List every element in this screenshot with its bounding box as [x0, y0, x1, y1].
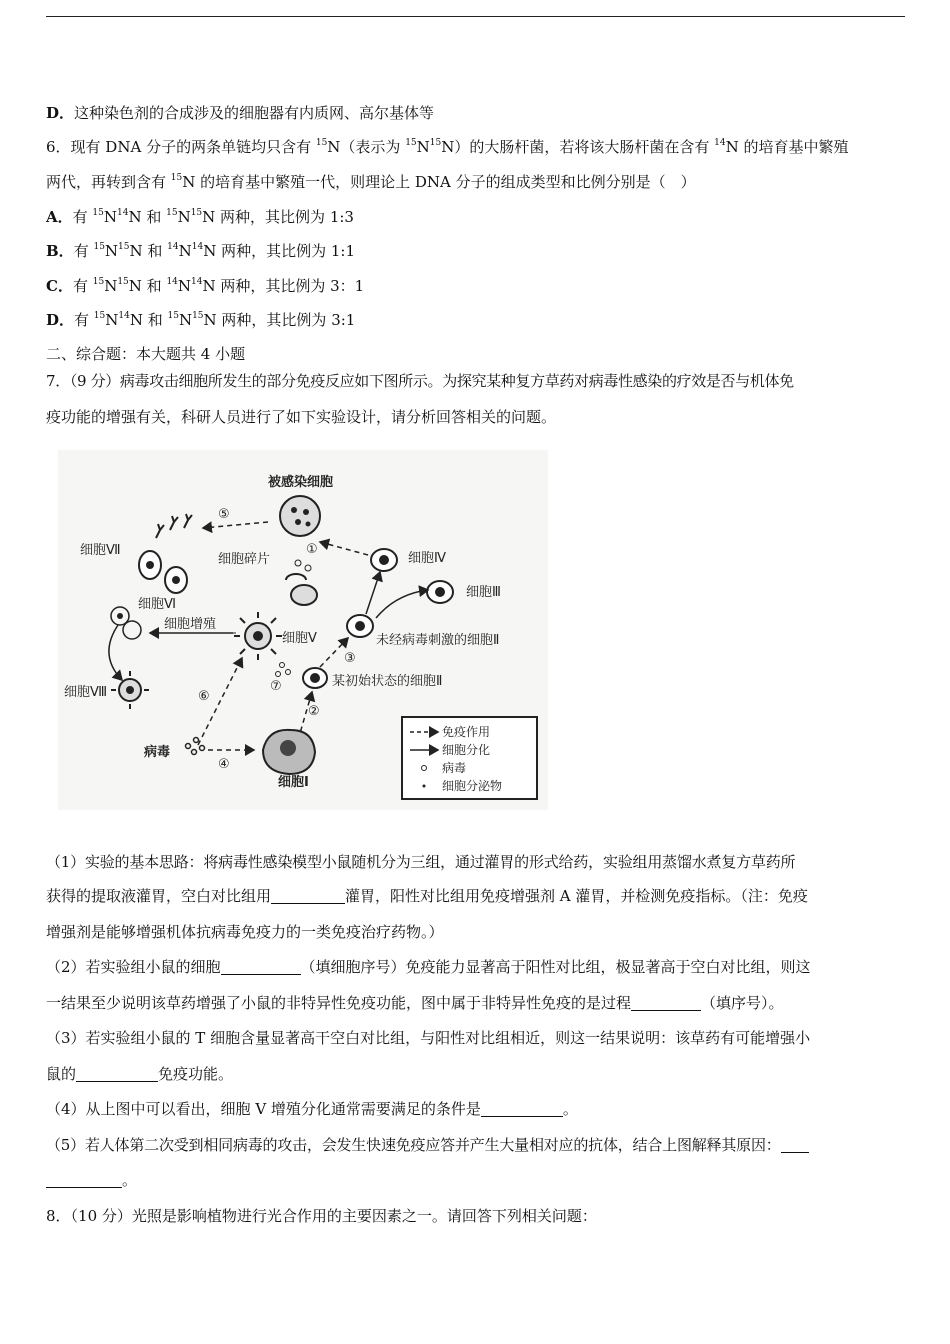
q6-option-c: C．有 $^{15}N^{15}N$ 和 $^{14}N^{14}N$ 两种，其比例为 3：1 [46, 277, 365, 295]
q7-sub3-line2: 鼠的 免疫功能。 [46, 1065, 234, 1083]
q7-sub2-line1: （2）若实验组小鼠的细胞 （填细胞序号）免疫能力显著高于阳性对比组，极显著高于空白对比组，则这 [46, 958, 811, 976]
answer-blank[interactable] [631, 996, 701, 1011]
q7-stem-line2: 疫功能的增强有关，科研人员进行了如下实验设计，请分析回答相关的问题。 [46, 408, 557, 426]
q6-option-d: D．有 $^{15}N^{14}N$ 和 $^{15}N^{15}N$ 两种，其比例为 3:1 [46, 311, 356, 329]
step-5: ⑤ [218, 507, 230, 522]
answer-blank[interactable] [76, 1067, 158, 1082]
label-unstimulated-cell-2: 未经病毒刺激的细胞Ⅱ [376, 633, 500, 648]
q7-sub1-line1: （1）实验的基本思路：将病毒性感染模型小鼠随机分为三组，通过灌胃的形式给药，实验组用蒸馏水煮复方草药所 [46, 853, 796, 871]
label-proliferation: 细胞增殖 [164, 617, 217, 632]
step-7: ⑦ [270, 679, 282, 694]
section-heading: 二、综合题：本大题共 4 小题 [46, 345, 246, 363]
answer-blank[interactable] [221, 960, 301, 975]
answer-blank[interactable] [481, 1102, 563, 1117]
q7-sub2-line2: 一结果至少说明该草药增强了小鼠的非特异性免疫功能，图中属于非特异性免疫的是过程 （填序号）。 [46, 994, 784, 1012]
legend-immune-action: 免疫作用 [442, 725, 491, 739]
label-cell-8: 细胞Ⅷ [64, 685, 108, 700]
label-virus: 病毒 [144, 745, 171, 760]
label-cell-1: 细胞Ⅰ [278, 775, 309, 790]
q7-sub5-line2: 。 [46, 1170, 137, 1190]
q5-option-d: D．这种染色剂的合成涉及的细胞器有内质网、高尔基体等 [46, 104, 435, 122]
q7-sub4: （4）从上图中可以看出，细胞 V 增殖分化通常需要满足的条件是 。 [46, 1100, 578, 1118]
q6-option-b: B．有 $^{15}N^{15}N$ 和 $^{14}N^{14}N$ 两种，其比例为 1:1 [46, 242, 356, 260]
q8-stem: 8．（10 分）光照是影响植物进行光合作用的主要因素之一。请回答下列相关问题： [46, 1207, 597, 1225]
legend-virus: 病毒 [442, 761, 467, 775]
q6-stem-line1: 6．现有 DNA 分子的两条单链均只含有 $^{15}$N（表示为 $^{15}N^{15}N$）的大肠杆菌，若将该大肠杆菌在含有 $^{14}$N 的培育基中繁殖 [46, 138, 849, 156]
legend-secretion: 细胞分泌物 [442, 779, 503, 793]
figure-legend [402, 717, 537, 799]
label-cell-5: 细胞Ⅴ [282, 631, 317, 646]
label-cell-6: 细胞Ⅵ [138, 597, 176, 612]
label-cell-fragments: 细胞碎片 [218, 552, 271, 567]
q6-option-a: A．有 $^{15}N^{14}N$ 和 $^{15}N^{15}N$ 两种，其比例为 1:3 [46, 208, 354, 226]
answer-blank[interactable] [271, 889, 345, 904]
label-infected-cell: 被感染细胞 [268, 475, 334, 490]
label-initial-cell-2: 某初始状态的细胞Ⅱ [332, 674, 443, 689]
label-cell-7: 细胞Ⅶ [80, 543, 121, 558]
cell-3-icon [427, 581, 453, 603]
q6-stem-line2: 两代，再转到含有 $^{15}$N 的培育基中繁殖一代，则理论上 DNA 分子的组成类型和比例分别是（ ） [46, 173, 696, 191]
cell-4-icon [371, 549, 397, 571]
immune-response-diagram [58, 450, 548, 810]
q7-sub5-line1: （5）若人体第二次受到相同病毒的攻击，会发生快速免疫应答并产生大量相对应的抗体，结合上图解释其原因： [46, 1135, 809, 1155]
step-4: ④ [218, 757, 230, 772]
q7-sub1-line2: 获得的提取液灌胃，空白对比组用 灌胃，阳性对比组用免疫增强剂 A 灌胃，并检测免疫指标。（注：免疫 [46, 887, 808, 905]
step-3: ③ [344, 651, 356, 666]
answer-blank[interactable] [781, 1138, 809, 1153]
step-1: ① [306, 542, 318, 557]
step-6: ⑥ [198, 689, 210, 704]
header-rule [46, 16, 905, 17]
q7-stem-line1: 7．（9 分）病毒攻击细胞所发生的部分免疫反应如下图所示。为探究某种复方草药对病毒性感染的疗效是否与机体免 [46, 372, 794, 390]
label-cell-3: 细胞Ⅲ [466, 585, 501, 600]
answer-blank[interactable] [46, 1173, 122, 1188]
label-cell-4: 细胞Ⅳ [408, 551, 446, 566]
initial-cell-2-icon [303, 668, 327, 688]
legend-differentiation: 细胞分化 [442, 743, 491, 757]
cell-1-icon [263, 730, 315, 774]
step-2: ② [308, 704, 320, 719]
q7-sub3-line1: （3）若实验组小鼠的 T 细胞含量显著高干空白对比组，与阳性对比组相近，则这一结果说明：该草药有可能增强小 [46, 1029, 811, 1047]
unstimulated-cell-2-icon [347, 615, 373, 637]
q7-sub1-line3: 增强剂是能够增强机体抗病毒免疫力的一类免疫治疗药物。） [46, 923, 444, 941]
infected-cell-icon [280, 496, 320, 536]
